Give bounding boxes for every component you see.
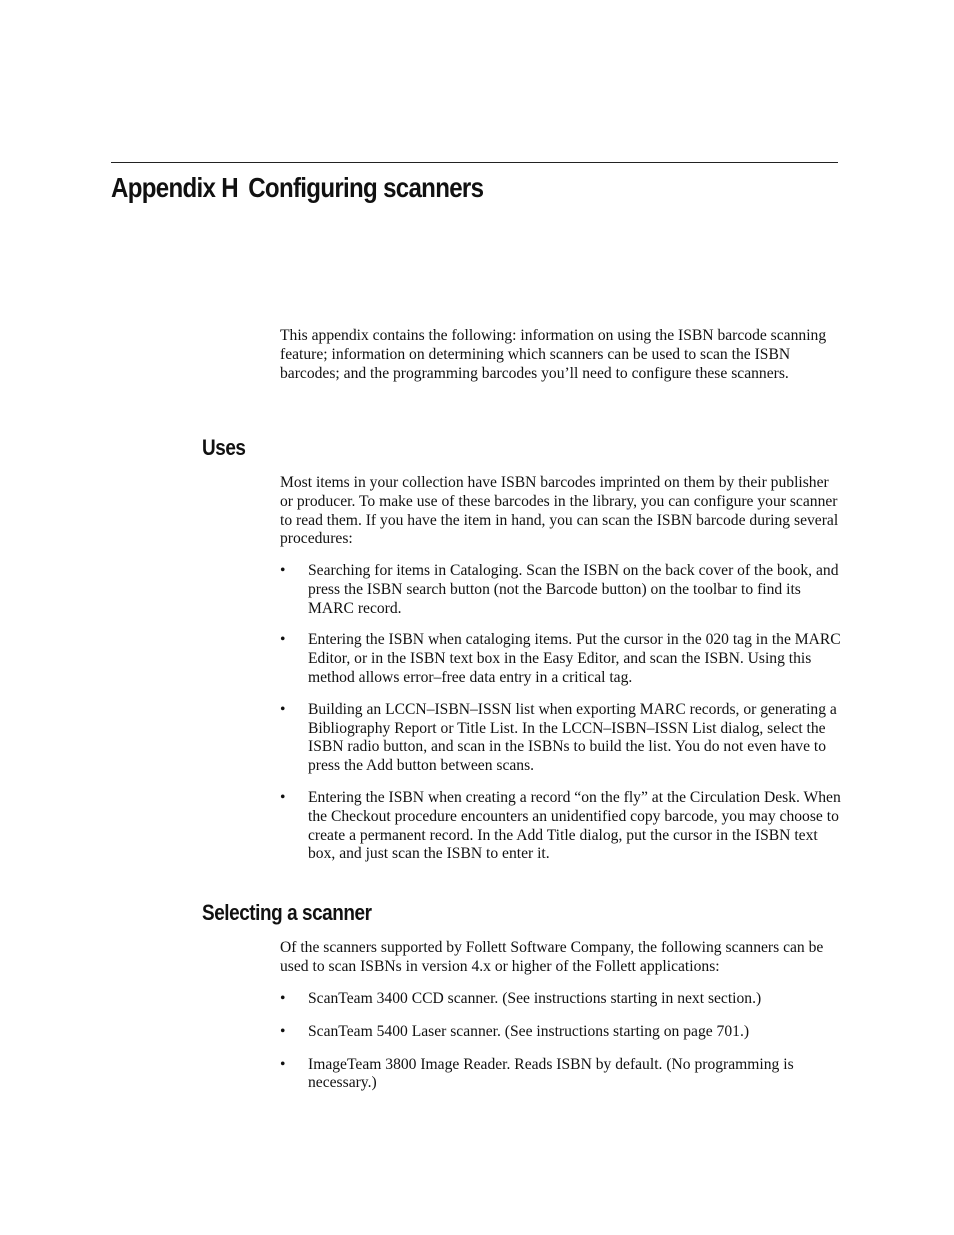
chapter-title <box>111 168 483 208</box>
list-item-text: ScanTeam 3400 CCD scanner. (See instructions starting in next section.) <box>308 990 762 1007</box>
list-item <box>280 789 842 864</box>
bullet-icon: • <box>280 1022 286 1040</box>
bullet-icon: • <box>280 700 286 718</box>
bullet-icon: • <box>280 1055 286 1073</box>
chapter-label: Appendix H <box>111 172 238 203</box>
list-item-text: ScanTeam 5400 Laser scanner. (See instructions starting on page 701.) <box>308 1022 750 1040</box>
list-item-text: ImageTeam 3800 Image Reader. Reads ISBN by default. (No programming is necessary.) <box>308 1055 794 1092</box>
list-item-text: Searching for items in Cataloging. Scan the ISBN on the back cover of the book, and press the ISBN search button (not the Barcode button) on the toolbar to find its MARC record. <box>308 562 839 617</box>
list-item-text: Building an LCCN–ISBN–ISSN list when exporting MARC records, or generating a Bibliography Report or Title List. In the LCCN–ISBN–ISSN List dialog, select the ISBN radio button, and scan in the ISBNs to build the list. You do not even have to press the Add button between scans. <box>308 700 837 775</box>
bullet-icon: • <box>280 788 286 806</box>
scanner-bullet-list <box>280 990 842 1093</box>
list-item-text: Entering the ISBN when creating a record “on the fly” at the Circulation Desk. When the Checkout procedure encounters an unidentified copy barcode, you may choose to create a permanent record. In the Add Title dialog, put the cursor in the ISBN text box, and just scan the ISBN to enter it. <box>308 788 841 863</box>
list-item <box>280 701 842 776</box>
bullet-icon: • <box>280 990 286 1007</box>
list-item <box>280 1056 842 1094</box>
list-item <box>280 631 842 687</box>
bullet-icon: • <box>280 562 286 579</box>
selecting-scanner-heading: Selecting a scanner <box>202 900 372 925</box>
uses-heading: Uses <box>202 435 246 460</box>
uses-bullet-list <box>280 562 842 864</box>
list-item <box>280 990 842 1009</box>
list-item-text: Entering the ISBN when cataloging items. Put the cursor in the 020 tag in the MARC Editor, or in the ISBN text box in the Easy Editor, and scan the ISBN. Using this method allows error–free data entry in a critical tag. <box>308 631 841 686</box>
intro-paragraph: This appendix contains the following: information on using the ISBN barcode scanning feature; information on determining which scanners can be used to scan the ISBN barcodes; and the programming barcodes you’ll need to configure these scanners. <box>280 327 827 382</box>
uses-paragraph: Most items in your collection have ISBN barcodes imprinted on them by their publisher or producer. To make use of these barcodes in the library, you can configure your scanner to read them. If you have the item in hand, you can scan the ISBN barcode during several procedures: <box>280 474 839 548</box>
selecting-scanner-paragraph: Of the scanners supported by Follett Software Company, the following scanners can be used to scan ISBNs in version 4.x or higher of the Follett applications: <box>280 939 824 975</box>
bullet-icon: • <box>280 631 286 649</box>
chapter-name: Configuring scanners <box>248 172 484 203</box>
list-item <box>280 1023 842 1042</box>
chapter-top-rule <box>111 162 838 163</box>
list-item <box>280 562 842 618</box>
